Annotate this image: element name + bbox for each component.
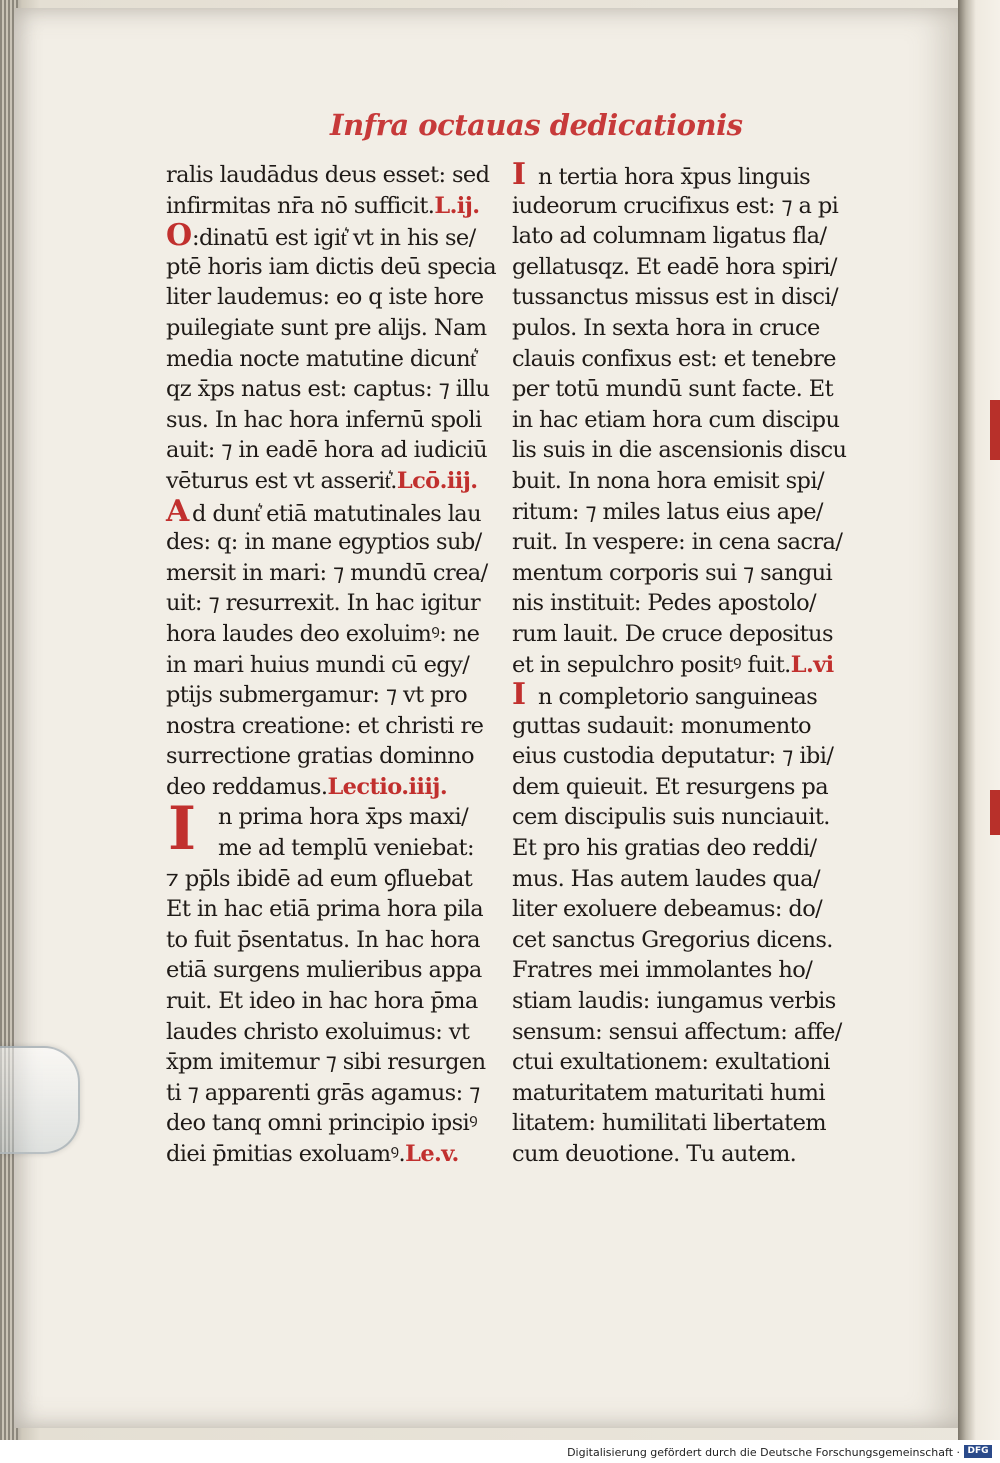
line-text: to fuit p̄sentatus. In hac hora [166, 926, 480, 953]
text-line [512, 435, 852, 466]
text-line [512, 619, 852, 650]
text-line [512, 1139, 852, 1170]
line-text: mentum corporis sui ⁊ sangui [512, 559, 833, 586]
funding-credit: Digitalisierung gefördert durch die Deutsche Forschungsgemeinschaft · [567, 1446, 960, 1459]
text-line [512, 313, 852, 344]
line-text: gellatusq͏z. Et eadē hora spiri/ [512, 253, 837, 280]
line-text: ruit. Et ideo in hac hora p̄ma [166, 988, 478, 1015]
text-line [166, 711, 506, 742]
facing-page-rubric-mark [990, 400, 1000, 460]
facing-page-rubric-mark [990, 790, 1000, 835]
line-text: tussanctus missus est in disci/ [512, 284, 838, 311]
text-line [166, 1017, 506, 1048]
text-line [166, 160, 506, 191]
text-line [512, 864, 852, 895]
text-line [512, 344, 852, 375]
text-line [166, 894, 506, 925]
line-text: pulos. In sexta hora in cruce [512, 314, 820, 341]
text-line [512, 466, 852, 497]
text-line [512, 497, 852, 528]
line-text: ⁊ pp̄ls ibidē ad eum ꝯfluebat [166, 865, 473, 892]
text-line [166, 833, 506, 864]
line-text: ralis laudādus deus esset: sed [166, 162, 490, 188]
line-text: hora laudes deo exoluimꝰ: ne [166, 620, 480, 647]
text-line [512, 282, 852, 313]
text-line [166, 986, 506, 1017]
text-line [512, 955, 852, 986]
rubric-initial: A [166, 493, 189, 529]
text-line [166, 680, 506, 711]
text-line [166, 493, 506, 529]
line-text: vēturus est vt asserit͛. [166, 467, 397, 494]
line-text: liter laudemus: eo q͏ iste hore [166, 284, 484, 311]
text-line [512, 405, 852, 436]
left-text-column [166, 160, 506, 1170]
line-text: eius custodia deputatur: ⁊ ibi/ [512, 743, 834, 770]
facing-page-edge [958, 0, 1000, 1440]
text-line [166, 772, 506, 803]
text-line [166, 925, 506, 956]
text-line [512, 1078, 852, 1109]
text-line [166, 955, 506, 986]
line-text: iudeorum crucifixus est: ⁊ a pi [512, 192, 839, 219]
text-line [512, 1017, 852, 1048]
line-text: p͏uilegiate sunt pre alijs. Nam [166, 314, 487, 341]
line-text: Fratres mei immolantes ho/ [512, 957, 813, 984]
text-line [512, 527, 852, 558]
text-line [512, 894, 852, 925]
line-text: diei p̄mitias exoluamꝰ. [166, 1141, 406, 1167]
rubric-initial: I [168, 793, 197, 864]
line-text: nostra creatione: et christi re [166, 712, 484, 739]
line-text: :dinatū est igit͛ vt in his se/ [192, 225, 476, 252]
line-text: d dunt͛ etiā matutinales lau [192, 500, 482, 527]
line-text: lis suis in die ascensionis discu [512, 437, 847, 464]
line-text: etiā surgens mulieribus appa [166, 957, 482, 984]
text-line [166, 1078, 506, 1109]
text-line [166, 588, 506, 619]
text-line [166, 313, 506, 344]
text-line [166, 374, 506, 405]
text-line [166, 405, 506, 436]
line-text: cet sanctus Gregorius dicens. [512, 926, 833, 953]
text-line [512, 221, 852, 252]
line-text: mus. Has autem laudes qua/ [512, 865, 820, 892]
text-line [166, 466, 506, 497]
line-text: media nocte matutine dicunt͛ [166, 345, 476, 372]
line-text: in mari huius mundi cū egy/ [166, 651, 470, 678]
text-line [512, 711, 852, 742]
line-text: ti ⁊ apparenti grās agamus: ⁊ [166, 1079, 480, 1106]
line-text: surrectione gratias dominno [166, 743, 474, 770]
text-line [166, 527, 506, 558]
line-text: x̄pm imitemur ⁊ sibi resurgen [166, 1049, 486, 1076]
text-line [166, 282, 506, 313]
line-text: cem discipulis suis nunciauit. [512, 804, 830, 831]
text-line [166, 344, 506, 375]
text-line [166, 1139, 506, 1170]
line-text: ruit. In vespere: in cena sacra/ [512, 529, 843, 556]
line-text: auit: ⁊ in eadē hora ad iudiciū [166, 437, 487, 464]
text-line [166, 218, 506, 254]
text-line [166, 741, 506, 772]
text-line [512, 191, 852, 222]
text-line [166, 864, 506, 895]
line-text: deo tanq͏ omni principio ipsiꝰ [166, 1110, 478, 1137]
rubric-initial: I [512, 157, 526, 192]
text-line [512, 374, 852, 405]
text-line [166, 252, 506, 283]
rubric-lection-marker: Lcō.iij. [396, 467, 478, 494]
line-text: guttas sudauit: monumento [512, 712, 812, 739]
line-text: litatem: humilitati libertatem [512, 1110, 827, 1137]
running-head: Infra octauas dedicationis [330, 108, 743, 142]
text-line [512, 925, 852, 956]
line-text: mersit in mari: ⁊ mundū crea/ [166, 559, 488, 586]
line-text: dem quieuit. Et resurgens pa [512, 773, 829, 800]
page-clip [0, 1046, 80, 1154]
text-line [512, 157, 852, 192]
line-text: nis instituit: Pedes apostolo/ [512, 590, 817, 617]
text-line [512, 986, 852, 1017]
rubric-lection-marker: L.vi [790, 651, 834, 678]
line-text: ritum: ⁊ miles latus eius ape/ [512, 498, 823, 525]
line-text: n prima hora x̄ps maxi/ [218, 804, 469, 831]
rubric-lection-marker: L.ij. [434, 192, 480, 219]
text-line [166, 1047, 506, 1078]
text-line [512, 802, 852, 833]
text-line [512, 772, 852, 803]
text-line [512, 252, 852, 283]
line-text: ctui exultationem: exultationi [512, 1049, 830, 1076]
right-text-column [512, 157, 852, 1170]
dfg-logo: DFG [964, 1445, 992, 1458]
line-text: me ad templū veniebat: [218, 835, 474, 862]
rubric-lection-marker: Lectio.iiij. [327, 773, 448, 800]
text-line [512, 1047, 852, 1078]
line-text: ptē horis iam dictis deū specia [166, 253, 497, 280]
text-line [512, 588, 852, 619]
text-line [512, 1108, 852, 1139]
line-text: Et in hac etiā prima hora pila [166, 896, 484, 923]
line-text: deo reddamus. [166, 773, 328, 800]
folio-ghost [210, 120, 217, 144]
text-line [512, 650, 852, 681]
text-line [512, 558, 852, 589]
line-text: liter exoluere debeamus: do/ [512, 896, 823, 923]
line-text: uit: ⁊ resurrexit. In hac igitur [166, 590, 481, 617]
line-text: maturitatem maturitati humi [512, 1079, 825, 1106]
text-line [166, 558, 506, 589]
line-text: rum lauit. De cruce depositus [512, 620, 833, 647]
line-text: cum deuotione. Tu autem. [512, 1141, 797, 1167]
text-line [166, 435, 506, 466]
line-text: qz x̄ps natus est: captus: ⁊ illu [166, 376, 490, 403]
line-text: n completorio sanguineas [538, 684, 818, 711]
line-text: infirmitas nr̄a nō sufficit. [166, 192, 435, 219]
rubric-lection-marker: Le.v. [405, 1141, 459, 1167]
rubric-initial: O [166, 218, 192, 254]
text-line [166, 650, 506, 681]
text-line [166, 1108, 506, 1139]
line-text: n tertia hora x̄pus linguis [538, 164, 811, 190]
text-line [512, 741, 852, 772]
text-line [166, 191, 506, 222]
line-text: per totū mundū sunt facte. Et [512, 376, 834, 403]
rubric-initial: I [512, 677, 526, 713]
line-text: des: q: in mane egyptios sub/ [166, 529, 482, 556]
line-text: et in sepulchro positꝰ fuit. [512, 651, 791, 678]
text-line [166, 802, 506, 833]
line-text: buit. In nona hora emisit spi/ [512, 467, 824, 494]
text-line [166, 619, 506, 650]
text-line [512, 833, 852, 864]
line-text: laudes christo exoluimus: vt [166, 1018, 470, 1045]
line-text: ptijs submergamur: ⁊ vt pro [166, 682, 468, 709]
line-text: Et pro his gratias deo reddi/ [512, 835, 817, 862]
line-text: sensum: sensui affectum: affe/ [512, 1018, 842, 1045]
line-text: clauis confixus est: et tenebre [512, 345, 836, 372]
line-text: in hac etiam hora cum discipu [512, 406, 840, 433]
text-line [512, 677, 852, 713]
line-text: stiam laudis: iungamus verbis [512, 988, 836, 1015]
line-text: sus. In hac hora infernū spoli [166, 406, 482, 433]
line-text: lato ad columnam ligatus fla/ [512, 223, 827, 250]
